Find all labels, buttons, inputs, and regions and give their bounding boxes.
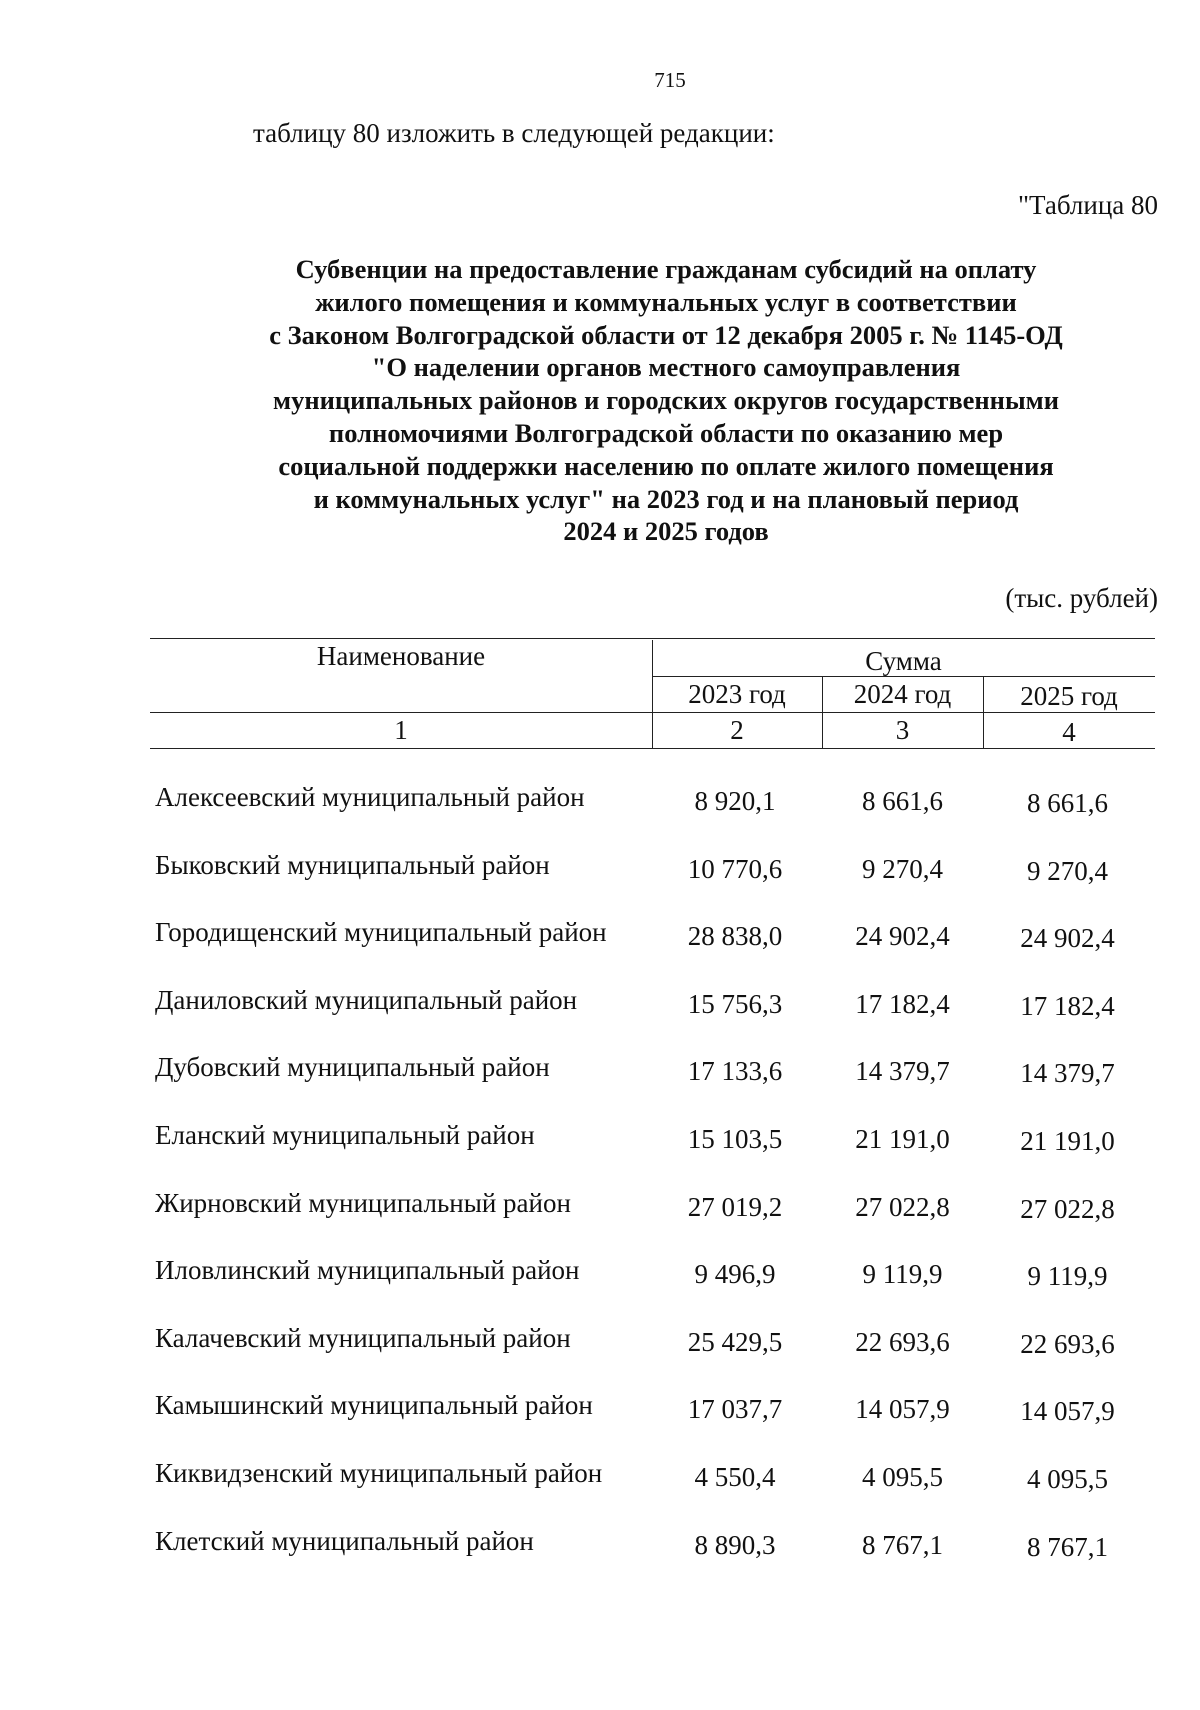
table-row <box>0 1042 1200 1110</box>
header-divider-3 <box>983 676 984 748</box>
row-value-2024: 24 902,4 <box>855 921 950 952</box>
row-value-2024: 9 119,9 <box>862 1259 943 1290</box>
row-value-2024: 8 767,1 <box>862 1529 943 1560</box>
table-title <box>236 253 1096 548</box>
header-sum-rule <box>652 676 1155 677</box>
row-value-2025: 22 693,6 <box>1020 1328 1115 1359</box>
row-value-2023: 17 037,7 <box>687 1394 783 1425</box>
row-value-2023: 15 756,3 <box>687 988 783 1019</box>
row-value-2023: 25 429,5 <box>687 1326 783 1357</box>
row-value-2025: 8 767,1 <box>1027 1531 1108 1562</box>
table-row <box>0 1448 1200 1516</box>
row-name: Городищенский муниципальный район <box>155 917 607 948</box>
row-value-2025: 9 119,9 <box>1027 1261 1108 1292</box>
row-value-2024: 22 693,6 <box>855 1326 950 1357</box>
header-sum: Сумма <box>865 646 942 676</box>
intro-text: таблицу 80 изложить в следующей редакции: <box>253 118 775 148</box>
row-name: Быковский муниципальный район <box>155 849 550 880</box>
title-line: Субвенции на предоставление гражданам субсидий на оплату <box>295 254 1037 284</box>
row-value-2024: 27 022,8 <box>855 1191 950 1222</box>
row-name: Алексеевский муниципальный район <box>155 782 585 812</box>
header-mid-rule <box>150 712 1155 713</box>
header-name: Наименование <box>316 641 486 671</box>
row-name: Камышинский муниципальный район <box>155 1390 593 1421</box>
table-row <box>0 1380 1200 1448</box>
row-name: Клетский муниципальный район <box>155 1525 534 1556</box>
header-year-2024: 2024 год <box>853 679 952 709</box>
row-value-2024: 14 057,9 <box>855 1394 950 1425</box>
page-number: 715 <box>654 68 686 92</box>
table-row <box>0 907 1200 975</box>
row-value-2025: 4 095,5 <box>1027 1463 1108 1494</box>
col-number-1: 1 <box>394 715 408 745</box>
table-row <box>0 1110 1200 1178</box>
header-year-2023: 2023 год <box>688 679 786 709</box>
header-year-2025: 2025 год <box>1020 681 1118 711</box>
header-top-rule <box>150 638 1155 639</box>
row-value-2023: 9 496,9 <box>694 1259 776 1290</box>
header-divider-1 <box>652 640 653 748</box>
table-row <box>0 1245 1200 1313</box>
row-value-2024: 21 191,0 <box>855 1123 950 1154</box>
table-row <box>0 1313 1200 1381</box>
title-line: с Законом Волгоградской области от 12 декабря 2005 г. № 1145-ОД <box>269 319 1063 350</box>
row-value-2025: 9 270,4 <box>1027 855 1108 886</box>
col-number-3: 3 <box>895 715 910 745</box>
table-row <box>0 1516 1200 1584</box>
row-name: Еланский муниципальный район <box>155 1119 535 1150</box>
title-line: 2024 и 2025 годов <box>563 516 769 547</box>
row-value-2023: 28 838,0 <box>687 921 783 952</box>
header-bottom-rule <box>150 748 1155 749</box>
title-line: полномочиями Волгоградской области по оказанию мер <box>328 417 1004 448</box>
table-label: "Таблица 80 <box>1018 190 1158 220</box>
row-value-2024: 9 270,4 <box>862 853 943 884</box>
title-line: муниципальных районов и городских округов государственными <box>273 385 1059 416</box>
row-value-2023: 8 890,3 <box>694 1529 776 1560</box>
row-value-2023: 8 920,1 <box>694 786 776 816</box>
row-value-2024: 14 379,7 <box>855 1056 950 1087</box>
units-label: (тыс. рублей) <box>1005 583 1158 613</box>
header-divider-2 <box>822 676 823 748</box>
row-value-2023: 27 019,2 <box>687 1191 783 1222</box>
title-line: социальной поддержки населению по оплате жилого помещения <box>278 450 1054 481</box>
row-value-2023: 15 103,5 <box>687 1123 783 1154</box>
table-row <box>0 975 1200 1043</box>
row-name: Иловлинский муниципальный район <box>155 1255 580 1286</box>
col-number-2: 2 <box>730 715 744 745</box>
row-name: Калачевский муниципальный район <box>155 1322 571 1353</box>
row-name: Киквидзенский муниципальный район <box>155 1457 603 1488</box>
row-value-2025: 27 022,8 <box>1020 1193 1115 1224</box>
row-value-2024: 8 661,6 <box>862 786 943 816</box>
row-value-2025: 14 379,7 <box>1020 1058 1115 1089</box>
row-value-2025: 24 902,4 <box>1020 923 1115 954</box>
col-number-4: 4 <box>1062 717 1076 747</box>
row-value-2025: 21 191,0 <box>1020 1125 1115 1156</box>
title-line: жилого помещения и коммунальных услуг в соответствии <box>315 286 1017 317</box>
row-name: Жирновский муниципальный район <box>155 1187 571 1218</box>
row-value-2023: 10 770,6 <box>687 853 783 884</box>
title-line: "О наделении органов местного самоуправления <box>371 352 961 383</box>
row-value-2025: 8 661,6 <box>1027 788 1108 818</box>
table-body <box>0 772 1200 1583</box>
row-value-2024: 4 095,5 <box>862 1461 943 1492</box>
title-line: и коммунальных услуг" на 2023 год и на плановый период <box>313 483 1019 514</box>
row-value-2023: 4 550,4 <box>694 1461 776 1492</box>
row-name: Даниловский муниципальный район <box>155 984 578 1015</box>
row-value-2025: 17 182,4 <box>1020 990 1115 1021</box>
row-value-2023: 17 133,6 <box>687 1056 783 1087</box>
row-name: Дубовский муниципальный район <box>155 1052 550 1083</box>
table-row <box>0 840 1200 908</box>
row-value-2025: 14 057,9 <box>1020 1396 1115 1427</box>
table-row <box>0 1178 1200 1246</box>
row-value-2024: 17 182,4 <box>855 988 950 1019</box>
table-row <box>0 772 1200 840</box>
